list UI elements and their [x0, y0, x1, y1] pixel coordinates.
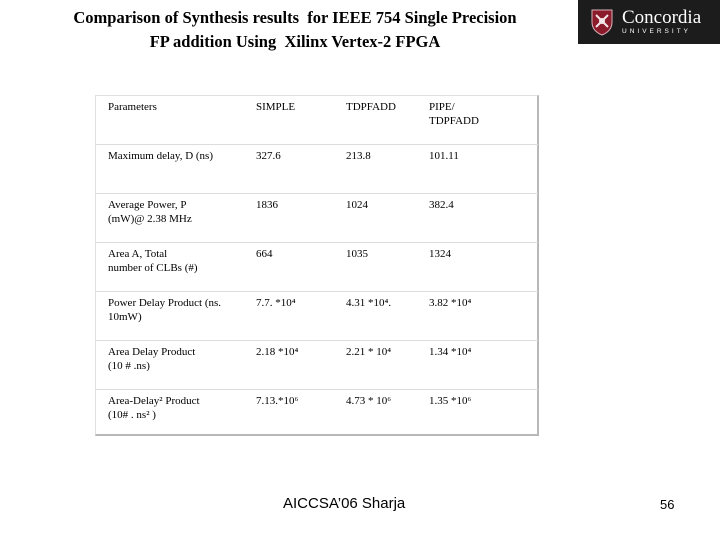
comparison-table — [96, 96, 538, 437]
cell-simple: 327.6 — [244, 144, 334, 193]
slide-title-line-2: FP addition Using Xilinx Vertex-2 FPGA — [149, 32, 441, 51]
cell-tdpfadd: 213.8 — [334, 144, 417, 193]
cell-pipe: 1324 — [417, 242, 538, 291]
cell-param: Area Delay Product (10 # .ns) — [96, 340, 244, 389]
header-parameters: Parameters — [96, 96, 244, 144]
cell-param: Maximum delay, D (ns) — [96, 144, 244, 193]
header-pipe-tdpfadd: PIPE/ TDPFADD — [417, 96, 538, 144]
cell-tdpfadd: 4.31 *10⁴. — [334, 291, 417, 340]
logo-wordmark — [622, 8, 701, 36]
cell-pipe: 1.34 *10⁴ — [417, 340, 538, 389]
table-row — [96, 340, 538, 389]
table-header-row — [96, 96, 538, 144]
header-tdpfadd: TDPFADD — [334, 96, 417, 144]
cell-param: Average Power, P (mW)@ 2.38 MHz — [96, 193, 244, 242]
cell-simple: 7.13.*10⁶ — [256, 394, 299, 407]
header-simple: SIMPLE — [244, 96, 334, 144]
slide-title-line-1: Comparison of Synthesis results for IEEE 754 Single Precision — [73, 8, 517, 27]
cell-simple: 2.18 *10⁴ — [244, 340, 334, 389]
logo-name: Concordia — [622, 7, 702, 29]
logo-subtitle: UNIVERSITY — [622, 28, 692, 36]
comparison-table-frame — [95, 95, 539, 436]
cell-param: Power Delay Product (ns. 10mW) — [96, 291, 244, 340]
cell-param: Area A, Total number of CLBs (#) — [96, 242, 244, 291]
cell-pipe: 1.35 *10⁶ — [429, 394, 472, 407]
concordia-logo — [578, 0, 720, 44]
slide-title — [10, 6, 580, 54]
cell-pipe: 382.4 — [417, 193, 538, 242]
cell-tdpfadd: 4.73 * 10⁶ — [346, 394, 392, 407]
cell-tdpfadd: 1035 — [334, 242, 417, 291]
table-row — [96, 144, 538, 193]
page-number: 56 — [660, 497, 675, 512]
table-row — [96, 291, 538, 340]
cell-tdpfadd: 1024 — [334, 193, 417, 242]
cell-simple: 664 — [244, 242, 334, 291]
table-row — [96, 389, 538, 437]
shield-icon — [590, 8, 614, 36]
cell-pipe: 3.82 *10⁴ — [417, 291, 538, 340]
table-row — [96, 193, 538, 242]
cell-tdpfadd: 2.21 * 10⁴ — [334, 340, 417, 389]
cell-pipe: 101.11 — [417, 144, 538, 193]
table-row — [96, 242, 538, 291]
footer-text: AICCSA’06 Sharja — [283, 495, 406, 512]
cell-param: Area-Delay² Product (10# . ns² ) — [108, 394, 200, 421]
cell-simple: 1836 — [244, 193, 334, 242]
cell-simple: 7.7. *10⁴ — [244, 291, 334, 340]
